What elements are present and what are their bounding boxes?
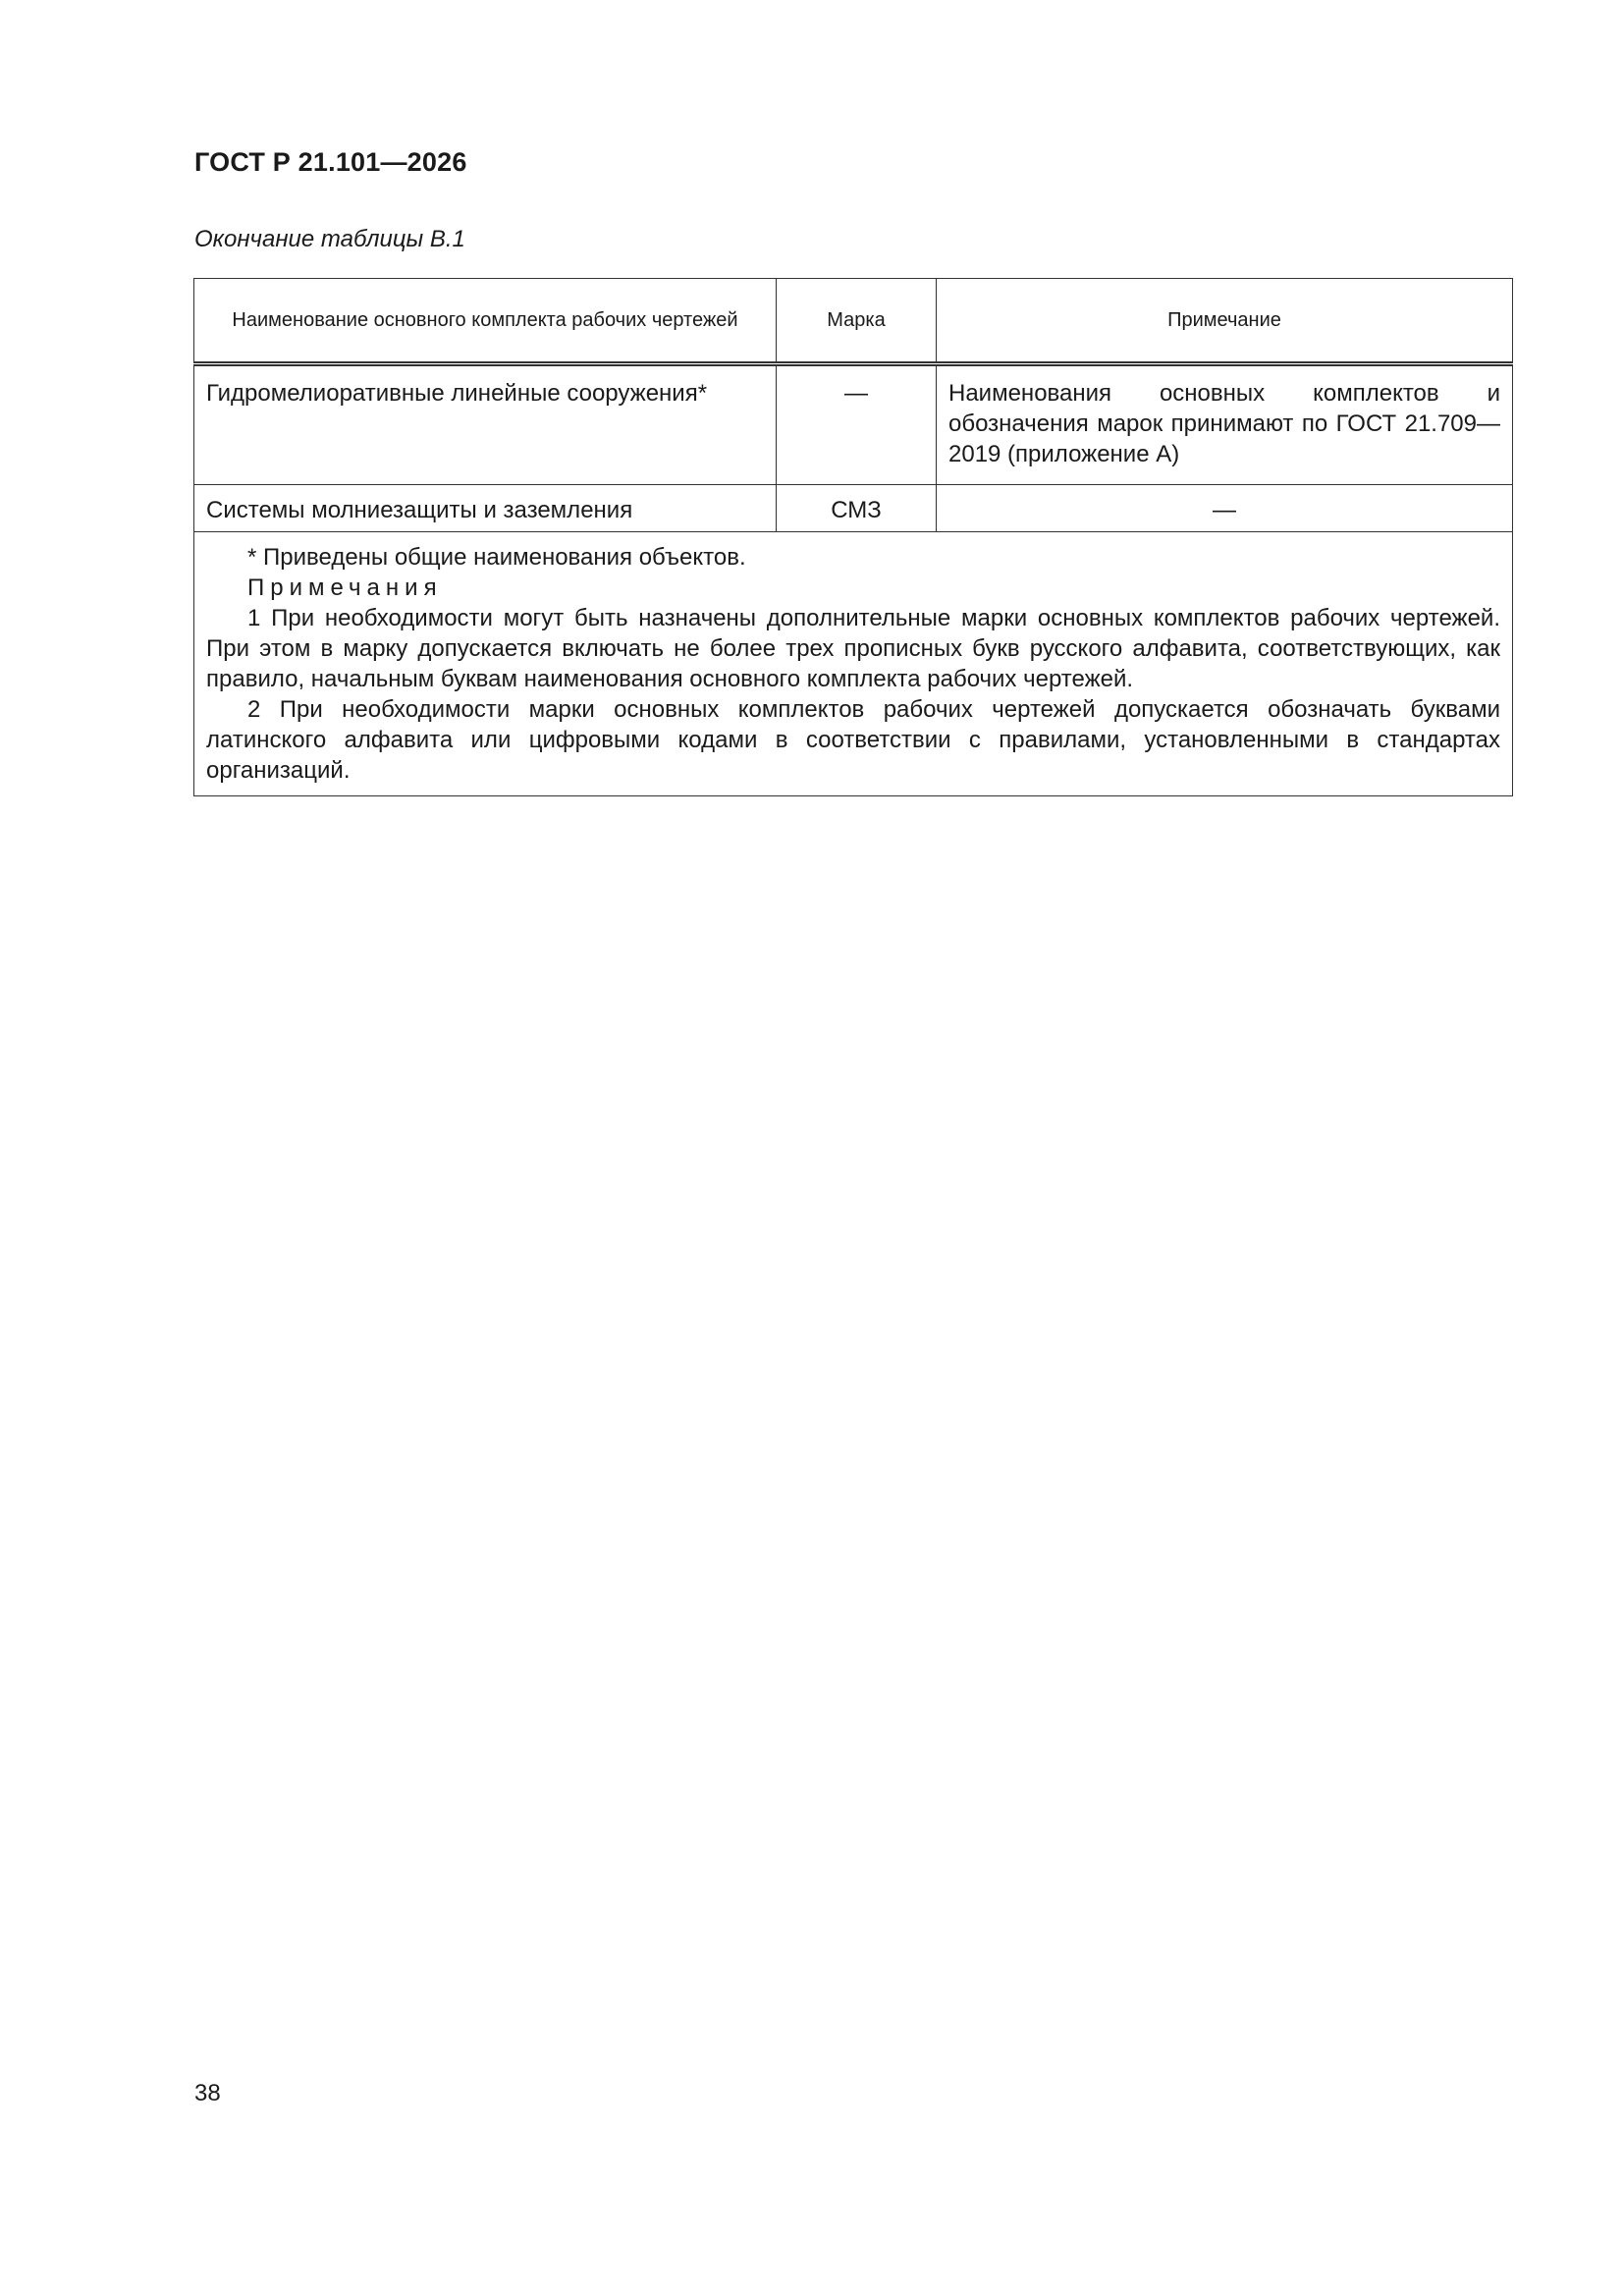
table-row — [194, 364, 1513, 485]
cell-name: Системы молниезащиты и заземления — [194, 485, 777, 532]
note-item: 2 При необходимости марки основных комплектов рабочих чертежей допускается обозначать буквами латинского алфавита или цифровыми кодами в соответствии с правилами, установленными в стандартах организаций. — [206, 696, 1500, 784]
document-header: ГОСТ Р 21.101—2026 — [194, 147, 467, 177]
page-number: 38 — [194, 2080, 221, 2106]
cell-name: Гидромелиоративные линейные сооружения* — [194, 364, 777, 485]
column-header-name: Наименование основного комплекта рабочих чертежей — [194, 279, 777, 364]
cell-mark: СМЗ — [777, 485, 937, 532]
cell-note: Наименования основных комплектов и обозначения марок принимают по ГОСТ 21.709—2019 (приложение А) — [937, 364, 1513, 485]
note-item: 1 При необходимости могут быть назначены дополнительные марки основных комплектов рабочих чертежей. При этом в марку допускается включать не более трех прописных букв русского алфавита, соответствующих, как правило, начальным буквам наименования основного комплекта рабочих чертежей. — [206, 605, 1500, 692]
marks-table — [193, 278, 1513, 796]
column-header-mark: Марка — [777, 279, 937, 364]
cell-mark: — — [777, 364, 937, 485]
table-row — [194, 485, 1513, 532]
column-header-note: Примечание — [937, 279, 1513, 364]
table-header-row — [194, 279, 1513, 364]
footnote: * Приведены общие наименования объектов. — [247, 544, 746, 571]
table-notes-row — [194, 532, 1513, 796]
table-caption: Окончание таблицы В.1 — [194, 226, 465, 252]
notes-title: Примечания — [247, 574, 443, 601]
table-notes — [194, 532, 1513, 796]
cell-note: — — [937, 485, 1513, 532]
